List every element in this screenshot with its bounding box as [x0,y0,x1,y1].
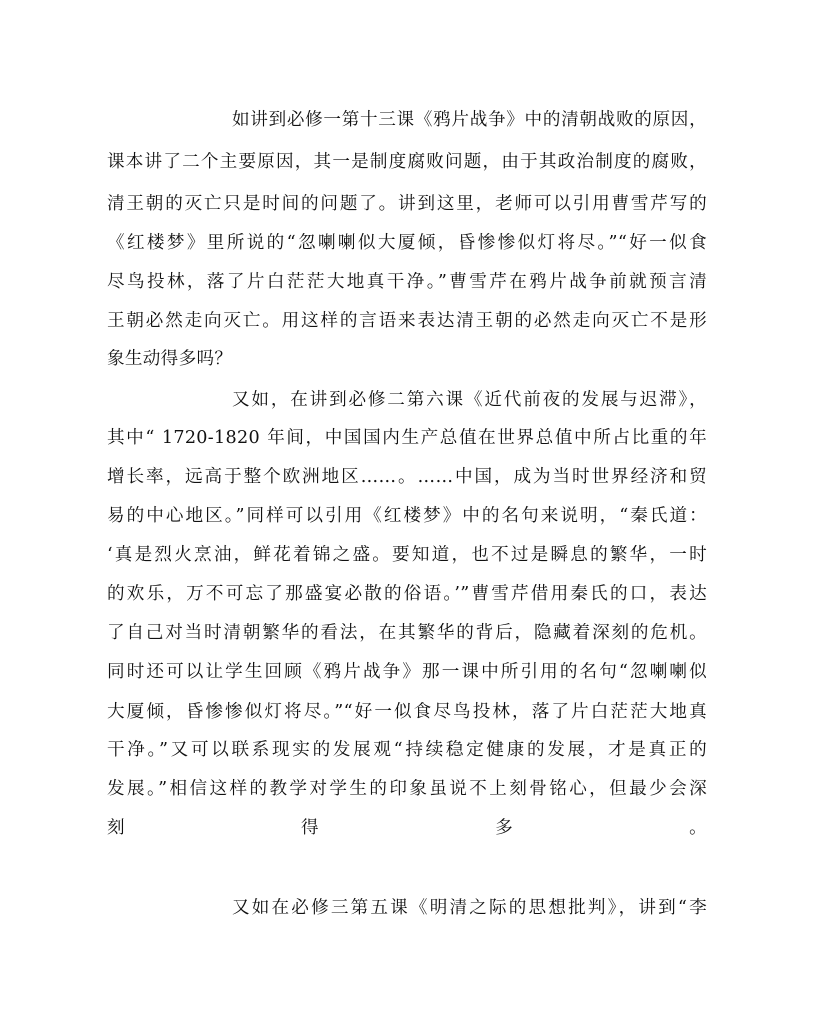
paragraph-1-line-1: 如讲到必修一第十三课《鸦片战争》中的清朝战败的原因， [232,110,707,130]
paragraph-2-line-12: 刻得多。 [107,818,707,838]
paragraph-2-line-9: 大厦倾，昏惨惨似灯将尽。”“好一似食尽鸟投林，落了片白茫茫大地真 [107,702,707,722]
paragraph-2-line-7: 了自己对当时清朝繁华的看法，在其繁华的背后，隐藏着深刻的危机。 [107,623,707,643]
paragraph-1-line-2: 课本讲了二个主要原因，其一是制度腐败问题，由于其政治制度的腐败， [107,152,707,172]
paragraph-2-line-6: 的欢乐，万不可忘了那盛宴必散的俗语。’”曹雪芹借用秦氏的口，表达 [107,584,707,604]
paragraph-1-line-4: 《红楼梦》里所说的“忽喇喇似大厦倾，昏惨惨似灯将尽。”“好一似食 [107,233,707,253]
paragraph-2-line-13 [107,852,707,882]
paragraph-2-line-11: 发展。”相信这样的教学对学生的印象虽说不上刻骨铭心，但最少会深 [107,779,707,799]
paragraph-1-line-3: 清王朝的灭亡只是时间的问题了。讲到这里，老师可以引用曹雪芹写的 [107,194,707,214]
paragraph-1-line-5: 尽鸟投林，落了片白茫茫大地真干净。”曹雪芹在鸦片战争前就预言清 [107,272,707,292]
paragraph-3-line-1: 又如在必修三第五课《明清之际的思想批判》，讲到“李 [232,898,707,918]
paragraph-2-line-2: 其中“ 1720-1820 年间，中国国内生产总值在世界总值中所占比重的年 [107,428,707,448]
paragraph-2-line-3: 增长率，远高于整个欧洲地区……。……中国，成为当时世界经济和贸 [107,467,707,487]
paragraph-2-line-1: 又如，在讲到必修二第六课《近代前夜的发展与迟滞》， [232,390,707,410]
paragraph-2-line-8: 同时还可以让学生回顾《鸦片战争》那一课中所引用的名句“忽喇喇似 [107,662,707,682]
paragraph-2-line-10: 干净。”又可以联系现实的发展观“持续稳定健康的发展，才是真正的 [107,740,707,760]
paragraph-2-line-5: ‘真是烈火烹油，鲜花着锦之盛。要知道，也不过是瞬息的繁华，一时 [107,545,707,565]
paragraph-1-line-7: 象生动得多吗？ [107,349,233,369]
paragraph-1-line-6: 王朝必然走向灭亡。用这样的言语来表达清王朝的必然走向灭亡不是形 [107,311,707,331]
paragraph-2-line-4: 易的中心地区。”同样可以引用《红楼梦》中的名句来说明，“秦氏道： [107,506,707,526]
